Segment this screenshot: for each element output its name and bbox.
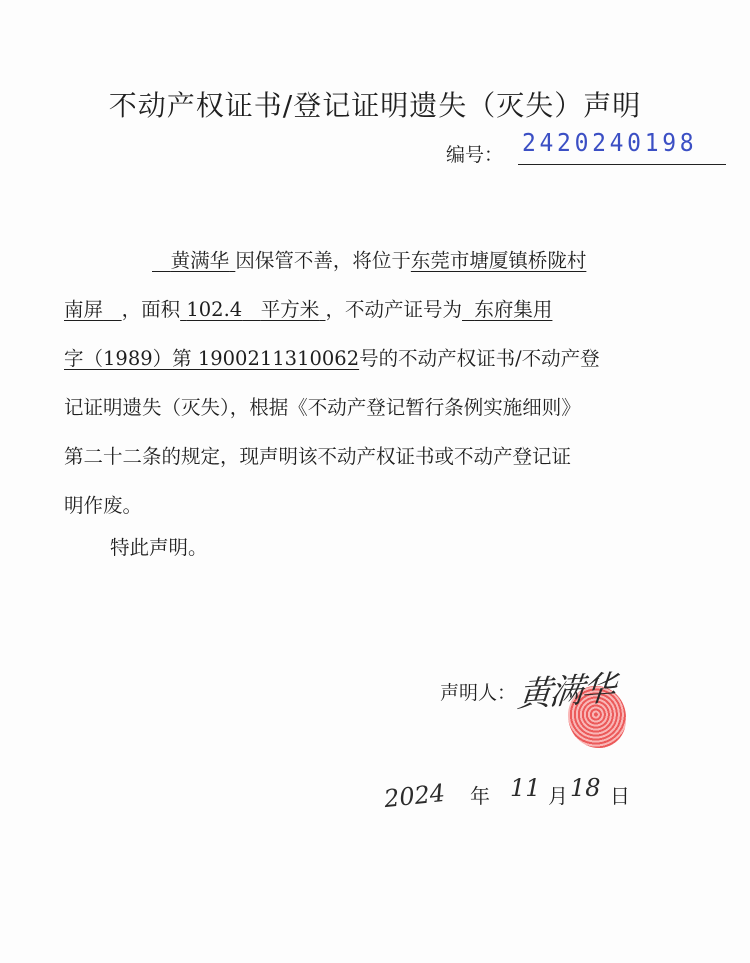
document-title: 不动产权证书/登记证明遗失（灭失）声明 bbox=[108, 89, 642, 122]
body-text-2: ，面积 bbox=[121, 298, 181, 321]
date-day-unit: 日 bbox=[610, 784, 630, 808]
declarant-label: 声明人： bbox=[440, 682, 517, 704]
owner-name: 黄满华 bbox=[170, 249, 230, 272]
body-text-4: 号的不动产权证书/不动产登 bbox=[359, 347, 600, 370]
body-line-4: 记证明遗失（灭失），根据《不动产登记暂行条例实施细则》 bbox=[64, 396, 581, 419]
declaration-body bbox=[64, 236, 704, 530]
body-text-1: 因保管不善，将位于 bbox=[235, 249, 411, 272]
date-year-unit: 年 bbox=[470, 784, 490, 808]
number-value: 2420240198 bbox=[522, 128, 698, 157]
date-day: 18 bbox=[570, 774, 601, 802]
handwritten-signature: 黄满华 bbox=[515, 668, 616, 716]
body-line-5: 第二十二条的规定，现声明该不动产权证书或不动产登记证 bbox=[64, 445, 572, 468]
body-line-1 bbox=[64, 236, 704, 285]
location-b: 南屏 bbox=[64, 298, 104, 321]
declarant-block bbox=[440, 664, 680, 744]
declaration-date bbox=[384, 768, 664, 818]
document-number bbox=[446, 128, 736, 168]
body-line-3 bbox=[64, 334, 704, 383]
date-year: 2024 bbox=[382, 778, 447, 814]
location-a: 东莞市塘厦镇桥陇村 bbox=[410, 249, 587, 272]
date-month-unit: 月 bbox=[548, 784, 568, 808]
body-line-2 bbox=[64, 285, 704, 334]
number-label: 编号： bbox=[446, 144, 504, 166]
cert-a: 东府集用 bbox=[474, 298, 553, 321]
body-text-3: ，不动产证号为 bbox=[325, 298, 463, 321]
closing-statement: 特此声明。 bbox=[110, 536, 208, 559]
number-underline bbox=[518, 164, 726, 165]
body-line-6: 明作废。 bbox=[64, 494, 143, 517]
date-month: 11 bbox=[510, 774, 541, 802]
area-value: 102.4 平方米 bbox=[186, 298, 320, 321]
cert-b: 字（1989）第 1900211310062 bbox=[64, 347, 360, 370]
